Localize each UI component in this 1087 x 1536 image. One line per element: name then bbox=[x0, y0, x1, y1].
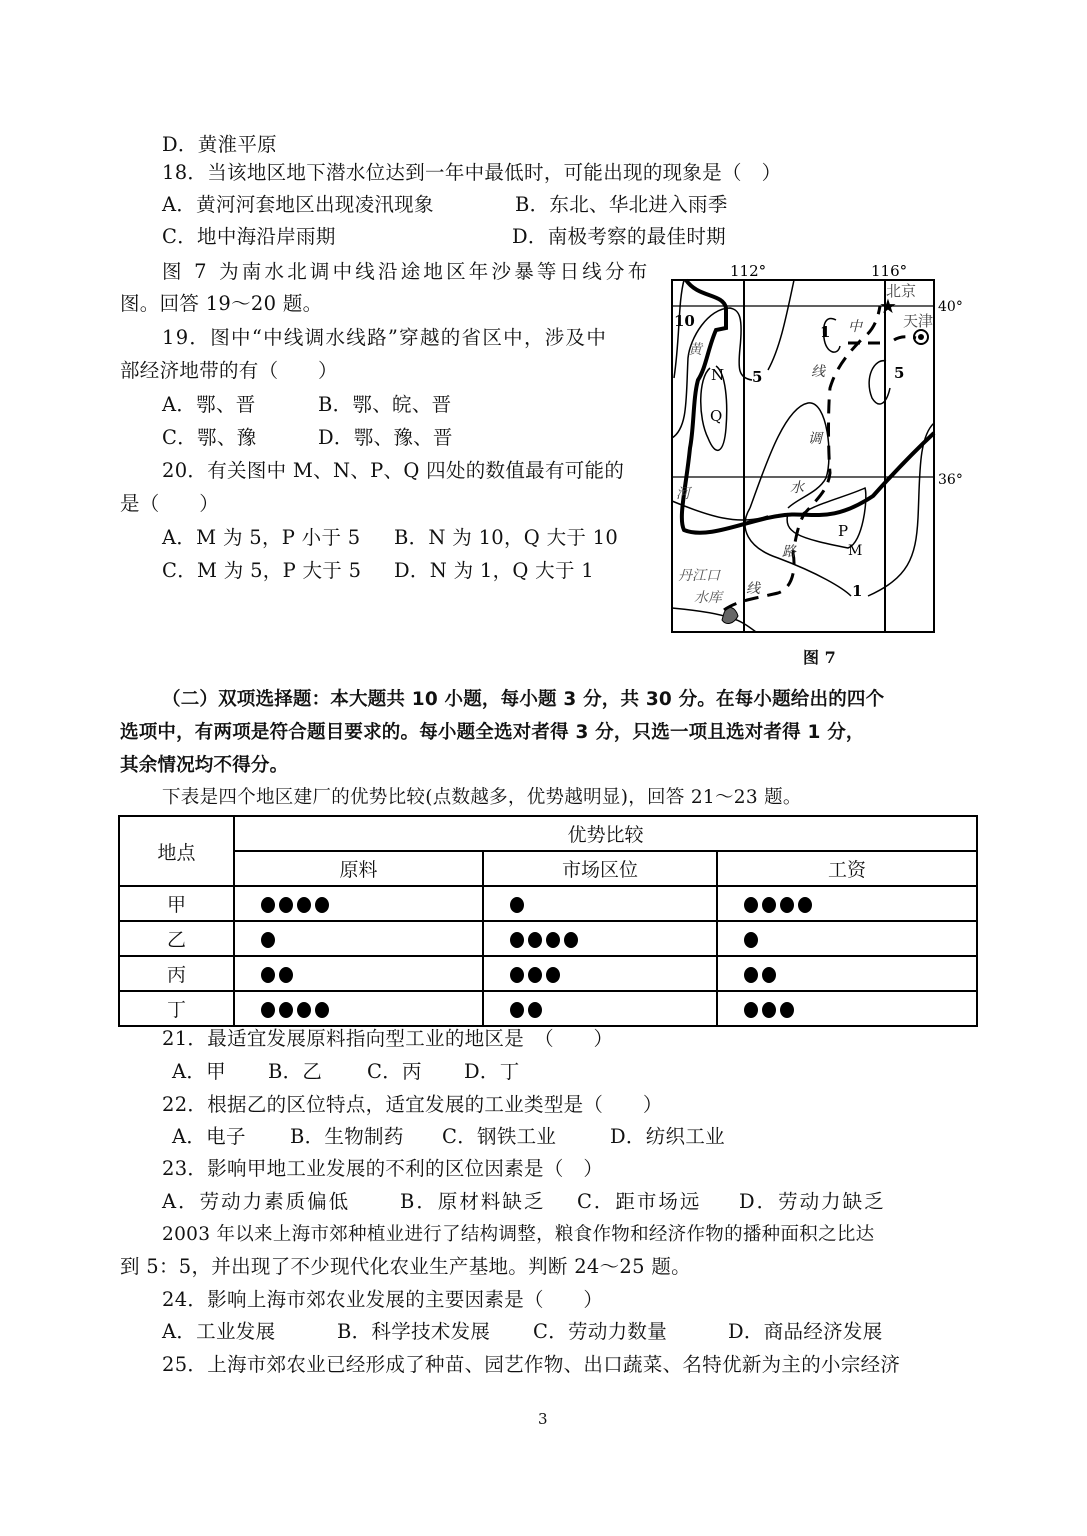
advantage-table bbox=[118, 815, 978, 1027]
advantage-dot-icon bbox=[744, 967, 758, 983]
row-place: 甲 bbox=[119, 886, 234, 921]
q20-option-d: D．N 为 1，Q 大于 1 bbox=[394, 559, 594, 582]
advantage-dot-icon bbox=[315, 897, 329, 913]
point-M: M bbox=[848, 543, 863, 559]
q24-option-d: D．商品经济发展 bbox=[728, 1320, 883, 1343]
advantage-dot-icon bbox=[297, 1002, 311, 1018]
advantage-dot-icon bbox=[744, 932, 758, 948]
tianjin-city-dot bbox=[918, 334, 924, 340]
advantage-dot-icon bbox=[261, 932, 275, 948]
city-beijing: 北京 bbox=[886, 282, 917, 300]
city-tianjin: 天津 bbox=[903, 312, 934, 330]
q19-option-a: A．鄂、晋 bbox=[162, 393, 256, 416]
advantage-dot-icon bbox=[744, 1002, 758, 1018]
lon-label-116: 116° bbox=[871, 262, 908, 280]
intro-19-20-line2: 图。回答 19～20 题。 bbox=[120, 292, 323, 315]
header-col-raw-material: 原料 bbox=[234, 851, 483, 886]
cell-market bbox=[483, 956, 717, 991]
advantage-dot-icon bbox=[297, 897, 311, 913]
row-place: 丁 bbox=[119, 991, 234, 1026]
river-label-he: 河 bbox=[676, 486, 690, 502]
river-label-huang: 黄 bbox=[688, 342, 702, 358]
advantage-dot-icon bbox=[564, 932, 578, 948]
advantage-dot-icon bbox=[261, 1002, 275, 1018]
q19-option-d: D．鄂、豫、晋 bbox=[318, 426, 453, 449]
advantage-dot-icon bbox=[510, 932, 524, 948]
cell-market bbox=[483, 921, 717, 956]
intro-19-20-line1: 图 7 为南水北调中线沿途地区年沙暴等日线分布 bbox=[162, 260, 651, 283]
advantage-dot-icon bbox=[798, 897, 812, 913]
cell-raw-material bbox=[234, 921, 483, 956]
advantage-dot-icon bbox=[762, 1002, 776, 1018]
cell-raw-material bbox=[234, 991, 483, 1026]
q23-options bbox=[162, 1187, 886, 1217]
q19-stem-line1: 19．图中“中线调水线路”穿越的省区中，涉及中 bbox=[162, 326, 608, 349]
isoline-5-closed-east bbox=[869, 361, 890, 404]
q23-option-c: C．距市场远 bbox=[577, 1190, 702, 1213]
advantage-dot-icon bbox=[315, 1002, 329, 1018]
contour-label-1-south: 1 bbox=[852, 582, 863, 600]
lon-label-112: 112° bbox=[730, 262, 767, 280]
lat-label-40: 40° bbox=[938, 299, 963, 315]
advantage-dot-icon bbox=[744, 897, 758, 913]
q24-option-b: B．科学技术发展 bbox=[337, 1320, 491, 1343]
cell-raw-material bbox=[234, 956, 483, 991]
reservoir-label-line1: 丹江口 bbox=[678, 568, 720, 584]
q23-option-b: B．原材料缺乏 bbox=[400, 1190, 546, 1213]
isoline-river-west bbox=[672, 501, 768, 520]
advantage-dot-icon bbox=[528, 932, 542, 948]
advantage-dot-icon bbox=[279, 1002, 293, 1018]
table-row bbox=[119, 991, 977, 1026]
section2-line2: 选项中，有两项是符合题目要求的。每小题全选对者得 3 分，只选一项且选对者得 1 分， bbox=[120, 722, 865, 743]
q24-stem: 24．影响上海市郊农业发展的主要因素是（ ） bbox=[162, 1288, 604, 1311]
cell-market bbox=[483, 991, 717, 1026]
advantage-dot-icon bbox=[279, 897, 293, 913]
q23-stem: 23．影响甲地工业发展的不利的区位因素是（ ） bbox=[162, 1157, 604, 1180]
advantage-dot-icon bbox=[261, 897, 275, 913]
q24-option-c: C．劳动力数量 bbox=[533, 1320, 668, 1343]
q22-options bbox=[172, 1122, 725, 1152]
table-row bbox=[119, 921, 977, 956]
q22-option-c: C．钢铁工业 bbox=[442, 1125, 557, 1148]
advantage-dot-icon bbox=[279, 967, 293, 983]
contour-label-10: 10 bbox=[674, 312, 695, 330]
q19-option-c: C．鄂、豫 bbox=[162, 426, 257, 449]
contour-label-5-east: 5 bbox=[894, 364, 905, 382]
q22-option-a: A．电子 bbox=[172, 1125, 246, 1148]
q21-option-c: C．丙 bbox=[367, 1060, 422, 1083]
q20-stem-line2: 是（ ） bbox=[120, 492, 220, 515]
q21-option-b: B．乙 bbox=[268, 1060, 323, 1083]
q21-option-d: D．丁 bbox=[464, 1060, 520, 1083]
point-N: N bbox=[711, 366, 725, 384]
route-branch-tianjin bbox=[848, 337, 916, 343]
header-advantage-group: 优势比较 bbox=[234, 816, 977, 851]
contour-label-5-west: 5 bbox=[752, 368, 763, 386]
route-label-lu: 路 bbox=[782, 544, 796, 560]
advantage-dot-icon bbox=[528, 1002, 542, 1018]
row-place: 乙 bbox=[119, 921, 234, 956]
q20-stem-line1: 20．有关图中 M、N、P、Q 四处的数值最有可能的 bbox=[162, 459, 625, 482]
advantage-dot-icon bbox=[528, 967, 542, 983]
contour-label-1-north: 1 bbox=[820, 323, 831, 341]
q18-option-a: A．黄河河套地区出现凌汛现象 bbox=[162, 193, 434, 216]
q20-option-b: B．N 为 10，Q 大于 10 bbox=[394, 526, 619, 549]
cell-raw-material bbox=[234, 886, 483, 921]
q24-option-a: A．工业发展 bbox=[162, 1320, 276, 1343]
q18-option-c: C．地中海沿岸雨期 bbox=[162, 225, 336, 248]
q18-stem: 18．当该地区地下潜水位达到一年中最低时，可能出现的现象是（ ） bbox=[162, 161, 782, 184]
section2-line1: （二）双项选择题：本大题共 10 小题，每小题 3 分，共 30 分。在每小题给出的四个 bbox=[162, 689, 885, 710]
route-label-xian2: 线 bbox=[746, 581, 760, 597]
q19-option-b: B．鄂、皖、晋 bbox=[318, 393, 452, 416]
point-P: P bbox=[838, 522, 849, 540]
route-label-xian: 线 bbox=[811, 364, 825, 380]
table-intro: 下表是四个地区建厂的优势比较(点数越多，优势越明显)，回答 21～23 题。 bbox=[162, 787, 802, 808]
advantage-dot-icon bbox=[510, 967, 524, 983]
advantage-dot-icon bbox=[762, 897, 776, 913]
cell-wage bbox=[717, 921, 977, 956]
beijing-star-icon: ★ bbox=[879, 294, 897, 318]
point-Q: Q bbox=[710, 407, 723, 425]
advantage-dot-icon bbox=[546, 932, 560, 948]
q19-stem-line2: 部经济地带的有（ ） bbox=[120, 359, 338, 382]
q18-option-b: B．东北、华北进入雨季 bbox=[515, 193, 728, 216]
table-row bbox=[119, 956, 977, 991]
intro-24-25-line1: 2003 年以来上海市郊种植业进行了结构调整，粮食作物和经济作物的播种面积之比达 bbox=[162, 1224, 875, 1245]
figure-7-caption: 图 7 bbox=[803, 648, 836, 667]
advantage-dot-icon bbox=[510, 1002, 524, 1018]
header-col-wage: 工资 bbox=[717, 851, 977, 886]
route-label-tiao: 调 bbox=[808, 431, 822, 447]
reservoir-label-line2: 水库 bbox=[694, 590, 722, 606]
advantage-dot-icon bbox=[762, 967, 776, 983]
q22-option-d: D．纺织工业 bbox=[610, 1125, 725, 1148]
advantage-dot-icon bbox=[780, 1002, 794, 1018]
q20-option-c: C．M 为 5，P 大于 5 bbox=[162, 559, 362, 582]
row-place: 丙 bbox=[119, 956, 234, 991]
cell-wage bbox=[717, 886, 977, 921]
isoline-1-east bbox=[868, 423, 934, 596]
q18-option-d: D．南极考察的最佳时期 bbox=[512, 225, 726, 248]
q21-stem: 21．最适宜发展原料指向型工业的地区是 （ ） bbox=[162, 1027, 614, 1050]
table-row bbox=[119, 886, 977, 921]
figure-7-map bbox=[668, 258, 988, 643]
q17-option-d: D．黄淮平原 bbox=[162, 133, 277, 156]
central-route-line bbox=[724, 306, 880, 610]
q22-option-b: B．生物制药 bbox=[290, 1125, 404, 1148]
q21-option-a: A．甲 bbox=[172, 1060, 226, 1083]
q21-options bbox=[172, 1057, 520, 1087]
isoline-5-north bbox=[768, 280, 794, 370]
route-label-shui: 水 bbox=[790, 480, 804, 496]
q25-stem: 25．上海市郊农业已经形成了种苗、园艺作物、出口蔬菜、名特优新为主的小宗经济 bbox=[162, 1353, 901, 1376]
q22-stem: 22．根据乙的区位特点，适宜发展的工业类型是（ ） bbox=[162, 1093, 663, 1116]
q20-option-a: A．M 为 5，P 小于 5 bbox=[162, 526, 361, 549]
intro-24-25-line2: 到 5：5，并出现了不少现代化农业生产基地。判断 24～25 题。 bbox=[120, 1255, 691, 1278]
header-place: 地点 bbox=[119, 816, 234, 886]
advantage-dot-icon bbox=[546, 967, 560, 983]
q23-option-d: D．劳动力缺乏 bbox=[739, 1190, 886, 1213]
q23-option-a: A．劳动力素质偏低 bbox=[162, 1190, 351, 1213]
header-col-market: 市场区位 bbox=[483, 851, 717, 886]
advantage-dot-icon bbox=[780, 897, 794, 913]
section2-line3: 其余情况均不得分。 bbox=[120, 755, 289, 776]
cell-wage bbox=[717, 956, 977, 991]
route-label-zhong: 中 bbox=[848, 319, 862, 335]
cell-wage bbox=[717, 991, 977, 1026]
page-number: 3 bbox=[538, 1410, 548, 1428]
advantage-dot-icon bbox=[261, 967, 275, 983]
q24-options bbox=[162, 1317, 883, 1347]
advantage-dot-icon bbox=[510, 897, 524, 913]
isoline-PM bbox=[787, 488, 866, 548]
lat-label-36: 36° bbox=[938, 472, 963, 488]
cell-market bbox=[483, 886, 717, 921]
